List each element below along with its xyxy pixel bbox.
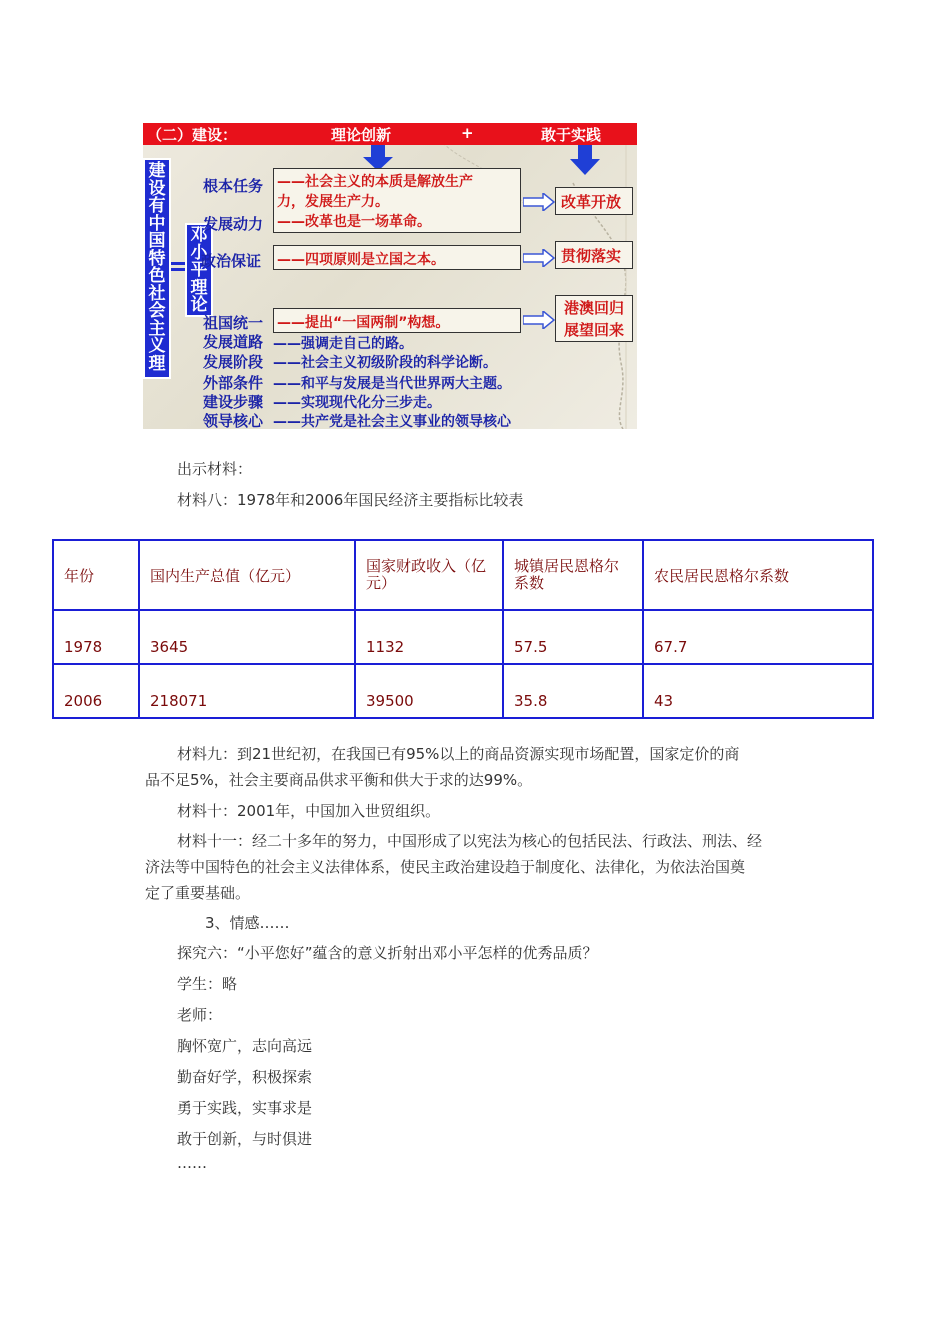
return-line-2: 展望回来 [564,321,625,339]
reform-line: ——改革也是一场革命。 [277,214,431,230]
label-fundamental-task: 根本任务 [203,177,264,195]
one-country-line: ——提出“一国两制”构想。 [277,315,450,331]
material-11-line-3: 定了重要基础。 [145,884,251,902]
label-political-guarantee: 政治保证 [201,252,262,270]
table-cell: 67.7 [643,610,873,664]
external-line: ——和平与发展是当代世界两大主题。 [273,376,511,392]
right-arrow-icon [523,249,555,267]
header-revenue: 国家财政收入（亿元） [355,540,503,610]
table-cell: 39500 [355,664,503,718]
banner-right: 敢于实践 [541,126,602,144]
material-11-line-2: 济法等中国特色的社会主义法律体系，使民主政治建设趋于制度化、法律化，为依法治国奠 [145,858,746,876]
header-urban-engel: 城镇居民恩格尔系数 [503,540,643,610]
label-reunification: 祖国统一 [203,314,264,332]
vertical-title-main-text: 建设有中国特色社会主义理 [148,161,166,374]
material-9-line-2: 品不足5%，社会主要商品供求平衡和供大于求的达99%。 [145,771,533,789]
economic-indicators-table [52,539,874,719]
material-10: 材料十：2001年，中国加入世贸组织。 [177,802,441,820]
label-construction-steps: 建设步骤 [203,393,264,411]
header-rural-engel: 农民居民恩格尔系数 [643,540,873,610]
vertical-title-main [143,158,171,379]
table-cell: 1132 [355,610,503,664]
quality-1: 胸怀宽广，志向高远 [177,1037,313,1055]
title-banner [143,123,637,145]
stage-line: ——社会主义初级阶段的科学论断。 [273,355,497,371]
label-leadership-core: 领导核心 [203,412,264,429]
path-line: ——强调走自己的路。 [273,336,413,352]
label-driving-force: 发展动力 [203,215,264,233]
table-cell: 3645 [139,610,355,664]
connector-line [171,268,185,271]
intro-text: 出示材料： [177,460,253,478]
core-line: ——共产党是社会主义事业的领导核心 [273,414,511,429]
reform-opening-text: 改革开放 [561,193,622,211]
quality-4: 敢于创新，与时俱进 [177,1130,313,1148]
table-cell: 2006 [53,664,139,718]
banner-left: （二）建设： [147,126,238,144]
material-9-line-1: 材料九：到21世纪初，在我国已有95%以上的商品资源实现市场配置，国家定价的商 [177,745,740,763]
table-cell: 218071 [139,664,355,718]
down-arrow-icon [568,145,602,175]
material-11-line-1: 材料十一：经二十多年的努力，中国形成了以宪法为核心的包括民法、行政法、刑法、经 [177,832,763,850]
essence-line-1: ——社会主义的本质是解放生产 [277,174,473,190]
table-cell: 43 [643,664,873,718]
emotion-heading: 3、情感…… [205,914,290,932]
steps-line: ——实现现代化分三步走。 [273,395,441,411]
quality-2: 勤奋好学，积极探索 [177,1068,313,1086]
header-year: 年份 [53,540,139,610]
explore-6: 探究六：“小平您好”蕴含的意义折射出邓小平怎样的优秀品质？ [177,944,598,962]
connector-line [171,262,185,265]
table-cell: 57.5 [503,610,643,664]
principles-line: ——四项原则是立国之本。 [277,252,445,268]
right-arrow-icon [523,311,555,329]
essence-line-2: 力，发展生产力。 [277,194,389,210]
table-cell: 35.8 [503,664,643,718]
table-header-row [53,540,873,610]
table-row [53,610,873,664]
theory-diagram [143,123,637,429]
table-row [53,664,873,718]
teacher-label: 老师： [177,1006,223,1024]
implementation-text: 贯彻落实 [561,247,622,265]
label-development-stage: 发展阶段 [203,353,264,371]
banner-plus: + [461,124,474,142]
quality-3: 勇于实践，实事求是 [177,1099,313,1117]
material-8: 材料八：1978年和2006年国民经济主要指标比较表 [177,491,524,509]
student-answer: 学生：略 [177,975,238,993]
table-cell: 1978 [53,610,139,664]
header-gdp: 国内生产总值（亿元） [139,540,355,610]
return-line-1: 港澳回归 [564,299,625,317]
label-development-path: 发展道路 [203,333,264,351]
banner-center: 理论创新 [331,126,392,144]
label-external-conditions: 外部条件 [203,374,264,392]
vertical-title-sub-text: 邓小平理论 [190,225,208,315]
ellipsis: …… [177,1154,207,1172]
right-arrow-icon [523,193,555,211]
